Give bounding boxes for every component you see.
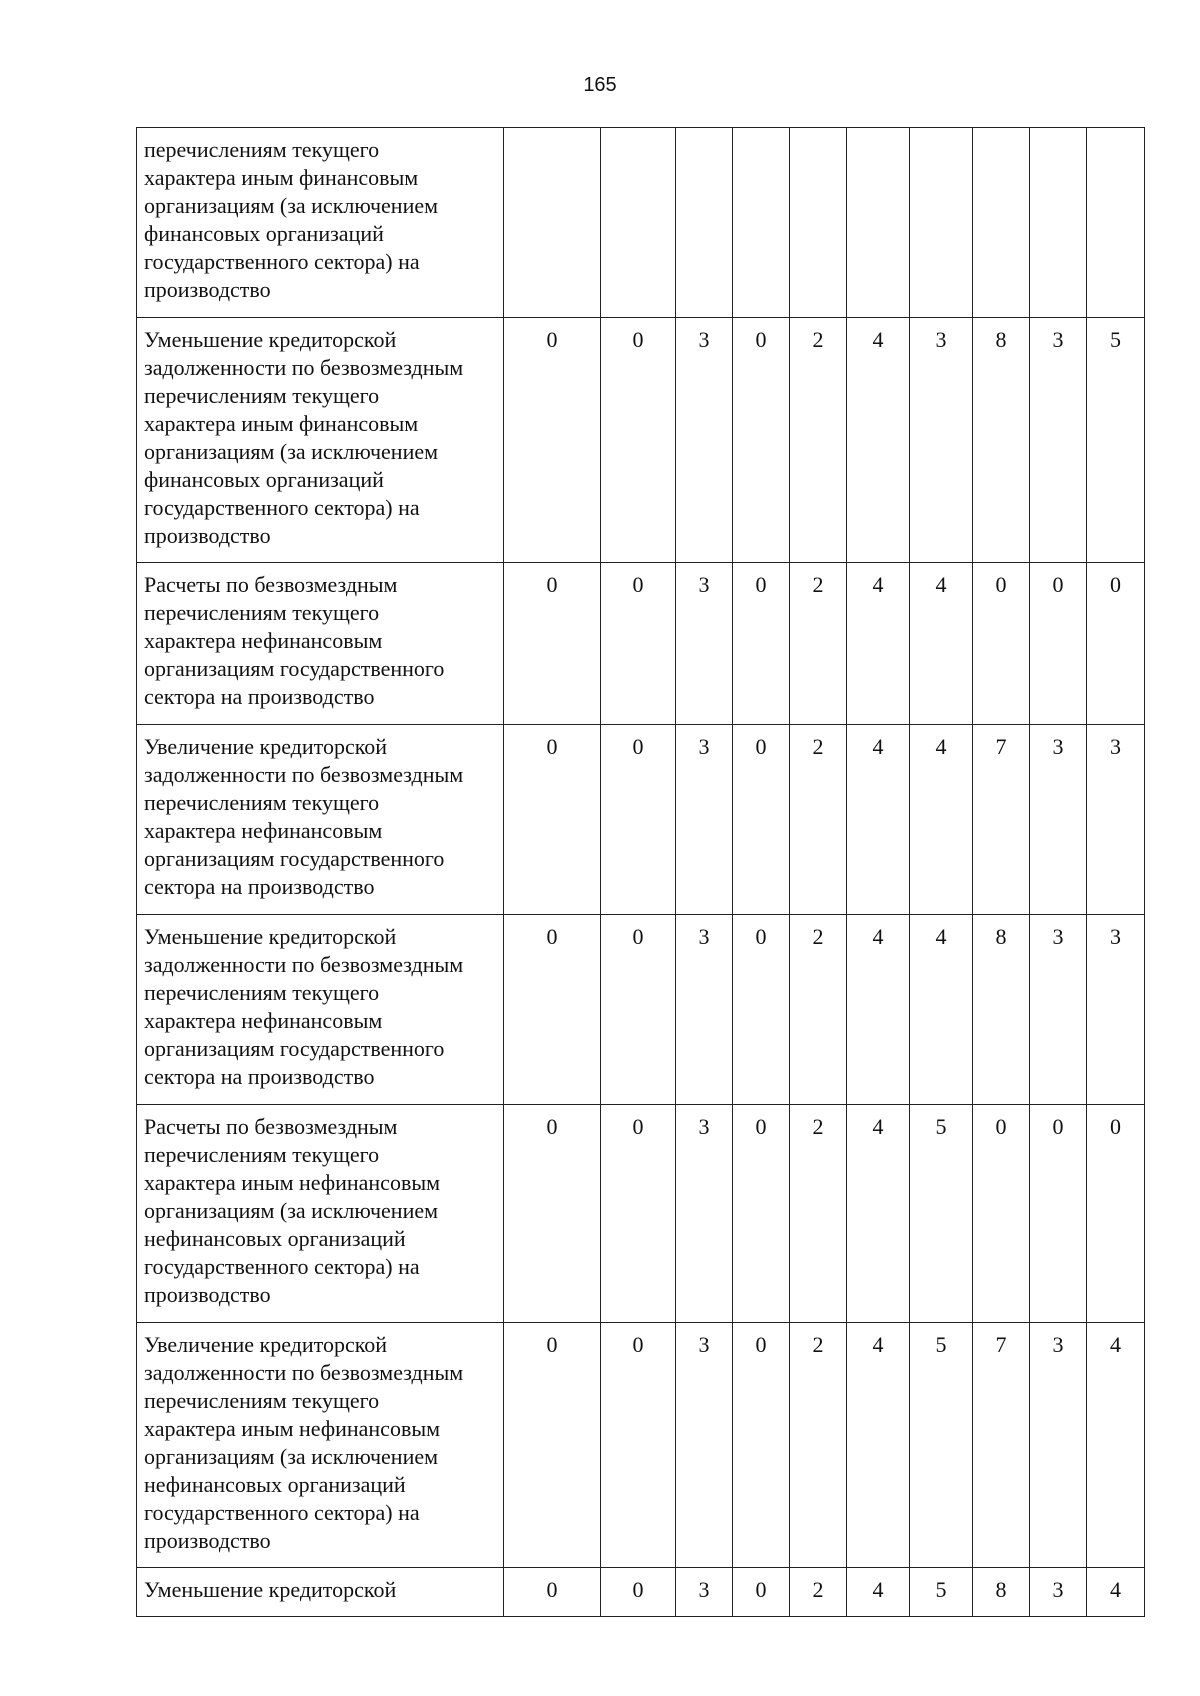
row-description: Уменьшение кредиторской задолженности по безвозмездным перечислениям текущего характера нефинансовым организациям государственного сектора на производство: [144, 924, 464, 1089]
code-digit-cell: 5: [1087, 318, 1145, 563]
code-digit-cell: [910, 128, 973, 318]
table-row: [137, 915, 1145, 1105]
code-digit-cell: 3: [1030, 318, 1087, 563]
budget-code-table: [136, 127, 1145, 1617]
code-digit-cell: 4: [847, 318, 910, 563]
code-digit-cell: [1030, 128, 1087, 318]
table-row: [137, 563, 1145, 725]
code-digit-cell: 5: [910, 1323, 973, 1568]
code-digit-cell: 0: [601, 1323, 676, 1568]
row-description: Увеличение кредиторской задолженности по безвозмездным перечислениям текущего характера иным нефинансовым организациям (за исключением нефинансовых организаций государственного сектора) на производство: [144, 1332, 464, 1553]
code-digit-cell: 0: [973, 1105, 1030, 1323]
row-description-cell: [137, 1323, 504, 1568]
code-digit-cell: 3: [1030, 1323, 1087, 1568]
code-digit-cell: 4: [910, 725, 973, 915]
code-digit-cell: 0: [733, 1568, 790, 1617]
code-digit-cell: 0: [733, 1323, 790, 1568]
code-digit-cell: 4: [847, 725, 910, 915]
code-digit-cell: 4: [910, 915, 973, 1105]
code-digit-cell: 0: [504, 915, 601, 1105]
code-digit-cell: [1087, 128, 1145, 318]
row-description-cell: [137, 725, 504, 915]
code-digit-cell: 3: [1030, 915, 1087, 1105]
code-digit-cell: 3: [676, 563, 733, 725]
code-digit-cell: 3: [676, 915, 733, 1105]
code-digit-cell: 3: [1087, 725, 1145, 915]
code-digit-cell: 0: [1030, 563, 1087, 725]
code-digit-cell: [601, 128, 676, 318]
code-digit-cell: 8: [973, 915, 1030, 1105]
code-digit-cell: 0: [601, 318, 676, 563]
table-row: [137, 128, 1145, 318]
code-digit-cell: 0: [601, 563, 676, 725]
code-digit-cell: 0: [601, 915, 676, 1105]
code-digit-cell: 2: [790, 563, 847, 725]
row-description-cell: [137, 563, 504, 725]
row-description-cell: [137, 915, 504, 1105]
code-digit-cell: 0: [504, 318, 601, 563]
code-digit-cell: [973, 128, 1030, 318]
code-digit-cell: 3: [676, 725, 733, 915]
row-description-cell: [137, 1105, 504, 1323]
code-digit-cell: 0: [1087, 563, 1145, 725]
code-digit-cell: 2: [790, 318, 847, 563]
code-digit-cell: [847, 128, 910, 318]
code-digit-cell: 0: [504, 1323, 601, 1568]
code-digit-cell: 2: [790, 1105, 847, 1323]
code-digit-cell: 7: [973, 1323, 1030, 1568]
code-digit-cell: 2: [790, 1568, 847, 1617]
code-digit-cell: 4: [1087, 1323, 1145, 1568]
code-digit-cell: 5: [910, 1105, 973, 1323]
code-digit-cell: 0: [733, 725, 790, 915]
code-digit-cell: 8: [973, 1568, 1030, 1617]
table-row: [137, 1323, 1145, 1568]
code-digit-cell: 4: [847, 1323, 910, 1568]
code-digit-cell: 2: [790, 915, 847, 1105]
code-digit-cell: 4: [847, 915, 910, 1105]
code-digit-cell: 4: [910, 563, 973, 725]
table-row: [137, 1568, 1145, 1617]
code-digit-cell: [733, 128, 790, 318]
code-digit-cell: 4: [1087, 1568, 1145, 1617]
row-description: Уменьшение кредиторской: [144, 1577, 397, 1602]
row-description: перечислениям текущего характера иным финансовым организациям (за исключением финансовых организаций государственного сектора) на производство: [144, 137, 439, 302]
code-digit-cell: 0: [1087, 1105, 1145, 1323]
code-digit-cell: 0: [504, 563, 601, 725]
code-digit-cell: 2: [790, 1323, 847, 1568]
code-digit-cell: 7: [973, 725, 1030, 915]
row-description-cell: [137, 318, 504, 563]
table-body: [137, 128, 1145, 1617]
code-digit-cell: 0: [504, 1568, 601, 1617]
table-row: [137, 1105, 1145, 1323]
code-digit-cell: [504, 128, 601, 318]
code-digit-cell: 3: [1030, 1568, 1087, 1617]
code-digit-cell: 0: [601, 725, 676, 915]
row-description-cell: [137, 1568, 504, 1617]
code-digit-cell: 0: [504, 1105, 601, 1323]
code-digit-cell: 4: [847, 1105, 910, 1323]
code-digit-cell: 3: [676, 1105, 733, 1323]
code-digit-cell: 2: [790, 725, 847, 915]
row-description-cell: [137, 128, 504, 318]
table-row: [137, 318, 1145, 563]
code-digit-cell: 0: [601, 1568, 676, 1617]
code-digit-cell: 5: [910, 1568, 973, 1617]
code-digit-cell: [676, 128, 733, 318]
code-digit-cell: 0: [733, 563, 790, 725]
page-number: 165: [583, 74, 617, 96]
code-digit-cell: 0: [973, 563, 1030, 725]
code-digit-cell: 0: [1030, 1105, 1087, 1323]
code-digit-cell: 3: [676, 318, 733, 563]
code-digit-cell: 4: [847, 563, 910, 725]
row-description: Расчеты по безвозмездным перечислениям текущего характера иным нефинансовым организациям (за исключением нефинансовых организаций государственного сектора) на производство: [144, 1114, 441, 1307]
code-digit-cell: 3: [1030, 725, 1087, 915]
code-digit-cell: 3: [676, 1323, 733, 1568]
code-digit-cell: 3: [676, 1568, 733, 1617]
code-digit-cell: 0: [733, 1105, 790, 1323]
code-digit-cell: 0: [733, 915, 790, 1105]
code-digit-cell: [790, 128, 847, 318]
code-digit-cell: 4: [847, 1568, 910, 1617]
code-digit-cell: 0: [601, 1105, 676, 1323]
code-digit-cell: 8: [973, 318, 1030, 563]
row-description: Увеличение кредиторской задолженности по безвозмездным перечислениям текущего характера нефинансовым организациям государственного сектора на производство: [144, 734, 464, 899]
row-description: Расчеты по безвозмездным перечислениям текущего характера нефинансовым организациям государственного сектора на производство: [144, 572, 445, 709]
code-digit-cell: 3: [1087, 915, 1145, 1105]
code-digit-cell: 0: [504, 725, 601, 915]
code-digit-cell: 0: [733, 318, 790, 563]
table-row: [137, 725, 1145, 915]
row-description: Уменьшение кредиторской задолженности по безвозмездным перечислениям текущего характера иным финансовым организациям (за исключением финансовых организаций государственного сектора) на производство: [144, 327, 464, 548]
code-digit-cell: 3: [910, 318, 973, 563]
